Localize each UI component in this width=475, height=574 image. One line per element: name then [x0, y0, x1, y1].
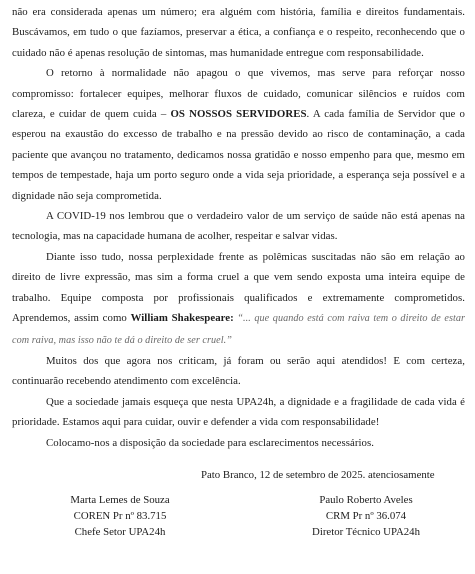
- signature-registry: COREN Pr nº 83.715: [73, 510, 167, 522]
- paragraph-2-end: . A cada família de Servidor que o esperou na exaustão do excesso de trabalho e na pressão devido ao risco de contaminação, a cada paciente que avançou no tratamento, dedicamos nossa gratidão e nosso empenho para que, mesmo em tempos de tempestade, haja um porto seguro onde a vida seja prioridade, a esperança seja possível e a dignidade não seja comprometida.: [12, 108, 465, 202]
- signature-right: [266, 492, 466, 540]
- paragraph-3: A COVID-19 nos lembrou que o verdadeiro valor de um serviço de saúde não está apenas na tecnologia, mas na capacidade humana de acolher, respeitar e salvar vidas.: [12, 210, 465, 243]
- paragraph-2-start: O retorno à normalidade não apagou o que vivemos, mas serve para reforçar nosso compromisso: fortalecer equipes, melhorar fluxos de cuidado, comunicar silêncios e ruídos com clareza, e cuidar de quem cuida –: [12, 67, 465, 121]
- signature-role: Chefe Setor UPA24h: [74, 526, 166, 538]
- shakespeare-quote: “... que quando está com raiva tem o direito de estar com raiva, mas isso não te dá o direito de ser cruel.”: [12, 313, 466, 346]
- signature-registry: CRM Pr nº 36.074: [325, 510, 407, 522]
- paragraph-6: Que a sociedade jamais esqueça que nesta UPA24h, a dignidade e a fragilidade de cada vida é prioridade. Estamos aqui para cuidar, ouvir e defender a vida com responsabilidade!: [12, 395, 465, 429]
- paragraph-4-text: Diante isso tudo, nossa perplexidade frente as polêmicas suscitadas não são em relação ao direito de livre expressão, mas sim a forma cruel a que vem sendo exposta uma inteira equipe de trabalho. Equipe composta por profissionais qualificados e extremamente comprometidos. Aprendemos, assim como: [12, 250, 465, 325]
- paragraph-2: [12, 63, 465, 206]
- signature-name: Paulo Roberto Aveles: [319, 494, 413, 506]
- letter-body: [12, 2, 465, 453]
- paragraph-4: [12, 247, 465, 351]
- signature-name: Marta Lemes de Souza: [70, 494, 170, 506]
- dateline: Pato Branco, 12 de setembro de 2025. atenciosamente: [201, 469, 435, 481]
- paragraph-5: Muitos dos que agora nos criticam, já foram ou serão aqui atendidos! E com certeza, continuarão recebendo atendimento com excelência.: [12, 354, 465, 388]
- paragraph-1: não era considerada apenas um número; era alguém com história, família e direitos fundamentais. Buscávamos, em tudo o que fazíamos, preservar a ética, a confiança e o respeito, reconhecendo que o cuidado não é apenas resolução de sintomas, mas humanidade entregue com responsabilidade.: [12, 6, 465, 59]
- signature-left: [20, 492, 220, 540]
- signature-role: Diretor Técnico UPA24h: [312, 526, 420, 538]
- quote-author: William Shakespeare:: [130, 312, 234, 325]
- paragraph-7: Colocamo-nos a disposição da sociedade para esclarecimentos necessários.: [46, 436, 374, 449]
- servidores-emphasis: OS NOSSOS SERVIDORES: [170, 108, 307, 121]
